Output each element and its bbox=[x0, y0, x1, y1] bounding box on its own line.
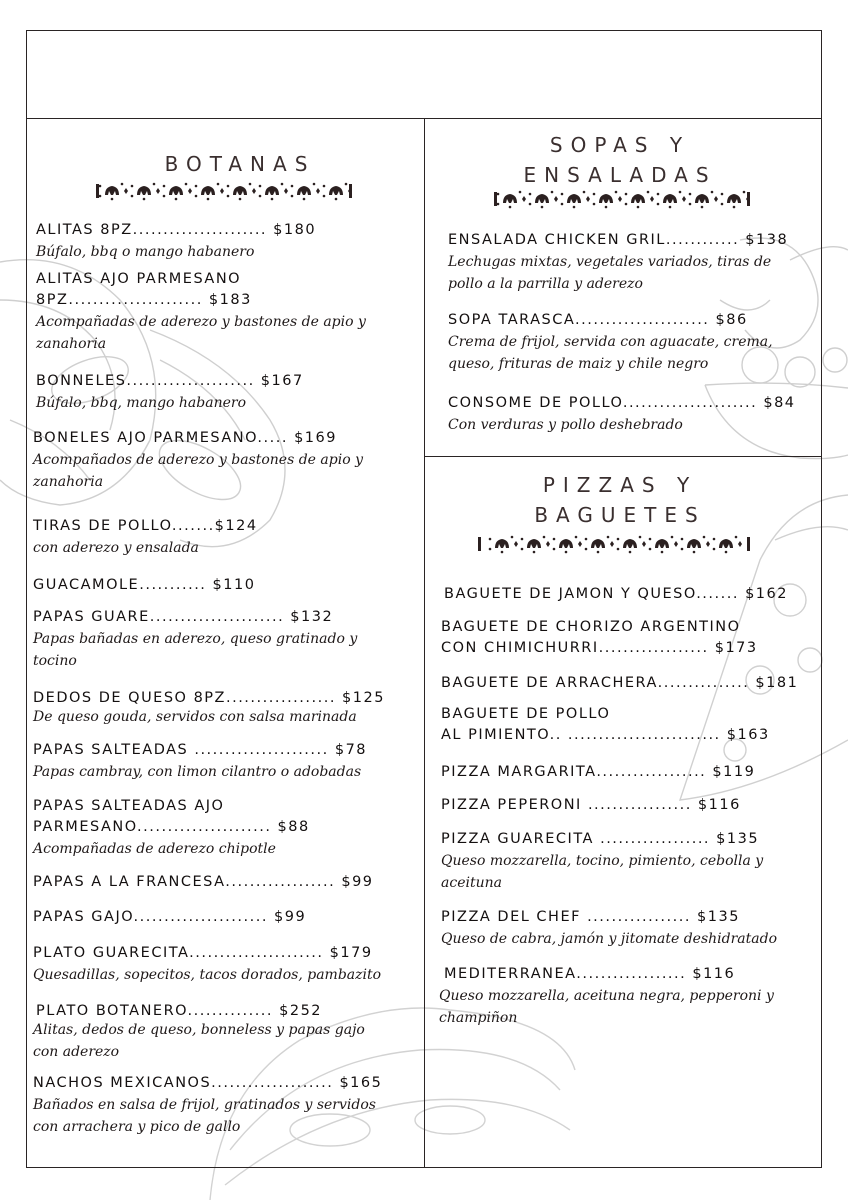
item-description: Queso mozzarella, aceituna negra, pepperoni y champiñon bbox=[439, 988, 774, 1026]
menu-item-consome-de-pollo bbox=[448, 393, 796, 436]
item-description: Acompañadas de aderezo chipotle bbox=[33, 841, 276, 857]
item-name-price: PIZZA GUARECITA .................. $135 bbox=[441, 831, 760, 847]
item-name-price: ALITAS AJO PARMESANO 8PZ...................... $183 bbox=[36, 271, 252, 308]
item-description: Acompañadas de aderezo y bastones de apio y zanahoria bbox=[36, 314, 366, 352]
item-description: con aderezo y ensalada bbox=[33, 540, 199, 556]
item-description: Lechugas mixtas, vegetales variados, tiras de pollo a la parrilla y aderezo bbox=[448, 254, 772, 292]
menu-item-mediterranea bbox=[439, 964, 774, 1029]
item-name-price: PIZZA DEL CHEF ................. $135 bbox=[441, 909, 740, 925]
menu-item-dedos-de-queso bbox=[33, 688, 385, 728]
item-name-price: BONELES AJO PARMESANO..... $169 bbox=[33, 430, 337, 446]
item-description: Búfalo, bbq, mango habanero bbox=[36, 395, 246, 411]
item-name-price: BONNELES..................... $167 bbox=[36, 373, 304, 389]
item-name-price: BAGUETE DE ARRACHERA............... $181 bbox=[441, 675, 799, 691]
menu-item-plato-guarecita bbox=[33, 943, 381, 986]
item-description: Con verduras y pollo deshebrado bbox=[448, 417, 683, 433]
section-title-sopas-ensaladas: SOPAS Y ENSALADAS bbox=[523, 133, 717, 187]
item-name-price: PAPAS A LA FRANCESA.................. $99 bbox=[33, 874, 374, 890]
section-title-botanas: BOTANAS bbox=[164, 152, 316, 176]
menu-item-tiras-de-pollo bbox=[33, 516, 258, 559]
item-name-price: NACHOS MEXICANOS.................... $165 bbox=[33, 1075, 383, 1091]
menu-item-alitas-ajo-parmesano bbox=[36, 269, 366, 355]
menu-item-plato-botanero bbox=[33, 1001, 365, 1063]
item-description: Búfalo, bbq o mango habanero bbox=[36, 244, 255, 260]
menu-item-bonneles bbox=[36, 371, 304, 414]
ornament-divider-pizzas bbox=[478, 533, 750, 555]
ornament-divider-sopas bbox=[494, 188, 750, 210]
item-name-price: TIRAS DE POLLO.......$124 bbox=[33, 518, 258, 534]
item-name-price: MEDITERRANEA.................. $116 bbox=[444, 966, 736, 982]
item-name-price: PIZZA PEPERONI ................. $116 bbox=[441, 797, 741, 813]
item-name-price: PLATO GUARECITA...................... $179 bbox=[33, 945, 373, 961]
item-description: Bañados en salsa de frijol, gratinados y servidos con arrachera y pico de gallo bbox=[33, 1097, 376, 1135]
menu-item-papas-salteadas bbox=[33, 740, 367, 783]
item-name-price: PAPAS SALTEADAS AJO PARMESANO...................... $88 bbox=[33, 798, 310, 835]
menu-item-pizza-del-chef bbox=[441, 907, 777, 950]
menu-item-papas-a-la-francesa bbox=[33, 872, 374, 893]
right-section-divider bbox=[424, 456, 822, 457]
item-description: Crema de frijol, servida con aguacate, crema, queso, frituras de maiz y chile negro bbox=[448, 334, 773, 372]
item-name-price: BAGUETE DE CHORIZO ARGENTINO CON CHIMICHURRI.................. $173 bbox=[441, 619, 758, 656]
item-name-price: PAPAS GAJO...................... $99 bbox=[33, 909, 307, 925]
item-description: De queso gouda, servidos con salsa marinada bbox=[33, 709, 357, 725]
item-name-price: PAPAS SALTEADAS ...................... $78 bbox=[33, 742, 368, 758]
item-description: Acompañados de aderezo y bastones de apio y zanahoria bbox=[33, 452, 363, 490]
menu-item-ensalada-chicken-gril bbox=[448, 230, 788, 295]
item-description: Quesadillas, sopecitos, tacos dorados, pambazito bbox=[33, 967, 382, 983]
item-name-price: CONSOME DE POLLO...................... $84 bbox=[448, 395, 796, 411]
item-name-price: SOPA TARASCA...................... $86 bbox=[448, 312, 748, 328]
item-name-price: DEDOS DE QUESO 8PZ.................. $125 bbox=[33, 690, 385, 706]
item-description: Alitas, dedos de queso, bonneless y papas gajo con aderezo bbox=[33, 1022, 365, 1060]
menu-item-baguete-arrachera bbox=[441, 673, 798, 694]
menu-item-baguete-jamon-queso bbox=[444, 584, 788, 605]
item-description: Queso de cabra, jamón y jitomate deshidratado bbox=[441, 931, 777, 947]
menu-item-nachos-mexicanos bbox=[33, 1073, 382, 1138]
item-name-price: GUACAMOLE........... $110 bbox=[33, 577, 256, 593]
ornament-divider-botanas bbox=[96, 180, 352, 202]
menu-item-baguete-pollo bbox=[441, 704, 770, 746]
menu-item-baguete-chorizo bbox=[441, 617, 758, 659]
item-name-price: BAGUETE DE JAMON Y QUESO....... $162 bbox=[444, 586, 788, 602]
section-title-pizzas-baguetes: PIZZAS Y BAGUETES bbox=[534, 473, 706, 527]
menu-item-papas-guare bbox=[33, 607, 357, 672]
item-name-price: BAGUETE DE POLLO AL PIMIENTO.. ......................... $163 bbox=[441, 706, 770, 743]
item-description: Papas cambray, con limon cilantro o adobadas bbox=[33, 764, 362, 780]
column-divider bbox=[424, 118, 425, 1168]
menu-item-papas-gajo bbox=[33, 907, 306, 928]
menu-item-boneles-ajo-parmesano bbox=[33, 428, 363, 493]
item-name-price: ALITAS 8PZ...................... $180 bbox=[36, 222, 317, 238]
menu-item-sopa-tarasca bbox=[448, 310, 773, 375]
item-description: Queso mozzarella, tocino, pimiento, cebolla y aceituna bbox=[441, 853, 764, 891]
menu-item-pizza-guarecita bbox=[441, 829, 763, 894]
menu-item-pizza-peperoni bbox=[441, 795, 741, 816]
item-name-price: PLATO BOTANERO.............. $252 bbox=[36, 1003, 323, 1019]
item-name-price: PAPAS GUARE...................... $132 bbox=[33, 609, 334, 625]
menu-item-papas-salteadas-ajo bbox=[33, 796, 310, 860]
menu-item-guacamole bbox=[33, 575, 255, 596]
item-name-price: PIZZA MARGARITA.................. $119 bbox=[441, 764, 756, 780]
menu-item-pizza-margarita bbox=[441, 762, 755, 783]
menu-item-alitas-8pz bbox=[36, 220, 316, 263]
item-name-price: ENSALADA CHICKEN GRIL............ $138 bbox=[448, 232, 789, 248]
item-description: Papas bañadas en aderezo, queso gratinado y tocino bbox=[33, 631, 358, 669]
